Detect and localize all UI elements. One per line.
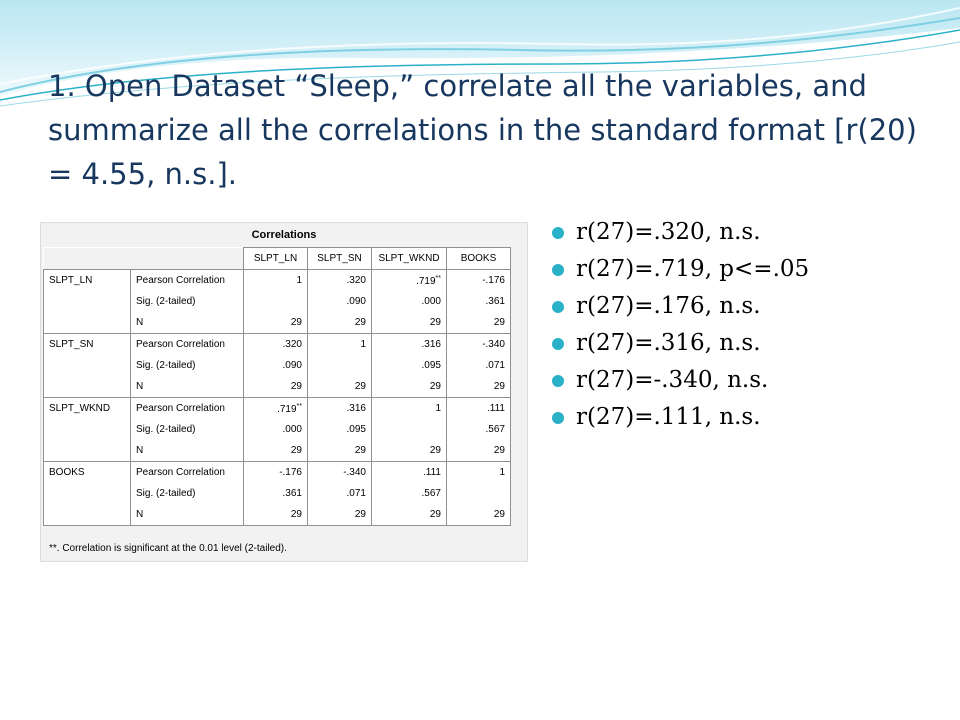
- table-cell: .111: [372, 462, 447, 484]
- table-cell: [308, 355, 372, 376]
- table-cell: .090: [308, 291, 372, 312]
- cell-value: .719: [277, 403, 297, 415]
- stat-label: Pearson Correlation: [131, 270, 244, 292]
- variable-label: [44, 312, 131, 334]
- variable-label: [44, 376, 131, 398]
- table-row: [44, 334, 511, 356]
- table-cell: 29: [447, 312, 511, 334]
- table-cell-significant: [244, 398, 308, 420]
- table-cell: 1: [447, 462, 511, 484]
- table-cell: 29: [447, 440, 511, 462]
- stat-label: Pearson Correlation: [131, 462, 244, 484]
- stat-label: Sig. (2-tailed): [131, 483, 244, 504]
- table-row: [44, 270, 511, 292]
- cell-value: .719: [416, 275, 436, 287]
- table-cell: .000: [244, 419, 308, 440]
- bullet-item: [552, 362, 809, 399]
- table-row: [44, 291, 511, 312]
- table-cell: .361: [447, 291, 511, 312]
- stat-label: N: [131, 504, 244, 526]
- bullet-text: r(27)=.111, n.s.: [576, 404, 761, 430]
- table-cell-significant: [372, 270, 447, 292]
- table-cell: 29: [308, 440, 372, 462]
- stat-label: Sig. (2-tailed): [131, 419, 244, 440]
- variable-label: [44, 483, 131, 504]
- bullet-dot-icon: [552, 227, 564, 239]
- stat-label: Sig. (2-tailed): [131, 355, 244, 376]
- column-header: SLPT_LN: [244, 248, 308, 270]
- variable-label: [44, 419, 131, 440]
- table-cell: 29: [372, 504, 447, 526]
- correlations-table-image: [40, 222, 528, 562]
- table-cell: -.340: [308, 462, 372, 484]
- table-cell: .071: [308, 483, 372, 504]
- table-row: [44, 483, 511, 504]
- table-cell: .567: [447, 419, 511, 440]
- table-cell: 29: [244, 504, 308, 526]
- table-cell: 29: [244, 376, 308, 398]
- variable-label: [44, 440, 131, 462]
- table-cell: 29: [244, 440, 308, 462]
- table-cell: 29: [447, 504, 511, 526]
- variable-label: SLPT_LN: [44, 270, 131, 292]
- table-header-row: [44, 248, 511, 270]
- variable-label: [44, 291, 131, 312]
- stat-label: Pearson Correlation: [131, 398, 244, 420]
- significance-marker: **: [296, 402, 302, 410]
- header-blank-cell: [44, 248, 244, 270]
- table-row: [44, 462, 511, 484]
- variable-label: [44, 504, 131, 526]
- table-cell: 29: [372, 312, 447, 334]
- table-cell: 1: [372, 398, 447, 420]
- table-cell: .095: [372, 355, 447, 376]
- table-cell: .000: [372, 291, 447, 312]
- column-header: BOOKS: [447, 248, 511, 270]
- bullet-text: r(27)=-.340, n.s.: [576, 367, 769, 393]
- bullet-dot-icon: [552, 412, 564, 424]
- table-cell: [372, 419, 447, 440]
- column-header: SLPT_WKND: [372, 248, 447, 270]
- table-cell: 29: [308, 376, 372, 398]
- stat-label: N: [131, 376, 244, 398]
- table-cell: -.176: [447, 270, 511, 292]
- table-row: [44, 419, 511, 440]
- table-cell: 29: [244, 312, 308, 334]
- table-cell: [244, 291, 308, 312]
- table-cell: 29: [308, 504, 372, 526]
- table-cell: 1: [308, 334, 372, 356]
- bullet-text: r(27)=.316, n.s.: [576, 330, 761, 356]
- table-cell: 29: [372, 440, 447, 462]
- bullet-dot-icon: [552, 338, 564, 350]
- table-cell: .071: [447, 355, 511, 376]
- table-cell: .095: [308, 419, 372, 440]
- slide-title: 1. Open Dataset “Sleep,” correlate all the variables, and summarize all the correlations in the standard format [r(20) = 4.55, n.s.].: [48, 69, 917, 191]
- bullet-dot-icon: [552, 264, 564, 276]
- bullet-dot-icon: [552, 301, 564, 313]
- variable-label: SLPT_SN: [44, 334, 131, 356]
- table-cell: .361: [244, 483, 308, 504]
- table-cell: .316: [308, 398, 372, 420]
- table-cell: -.340: [447, 334, 511, 356]
- table-cell: -.176: [244, 462, 308, 484]
- table-row: [44, 312, 511, 334]
- stat-label: N: [131, 312, 244, 334]
- bullet-text: r(27)=.320, n.s.: [576, 219, 761, 245]
- table-row: [44, 376, 511, 398]
- bullet-item: [552, 399, 809, 436]
- bullet-text: r(27)=.719, p<=.05: [576, 256, 810, 282]
- table-cell: 29: [372, 376, 447, 398]
- stat-label: Sig. (2-tailed): [131, 291, 244, 312]
- significance-marker: **: [435, 274, 441, 282]
- table-row: [44, 504, 511, 526]
- table-row: [44, 355, 511, 376]
- table-cell: .316: [372, 334, 447, 356]
- bullet-item: [552, 288, 809, 325]
- bullet-text: r(27)=.176, n.s.: [576, 293, 761, 319]
- table-footnote: **. Correlation is significant at the 0.01 level (2-tailed).: [49, 543, 287, 554]
- column-header: SLPT_SN: [308, 248, 372, 270]
- stat-label: N: [131, 440, 244, 462]
- table-cell: 29: [308, 312, 372, 334]
- table-cell: .567: [372, 483, 447, 504]
- table-cell: [447, 483, 511, 504]
- table-row: [44, 398, 511, 420]
- table-cell: .090: [244, 355, 308, 376]
- bullet-item: [552, 214, 809, 251]
- table-cell: .320: [308, 270, 372, 292]
- table-cell: .111: [447, 398, 511, 420]
- summary-bullet-list: [552, 214, 809, 436]
- correlations-table: [43, 247, 511, 526]
- table-cell: 29: [447, 376, 511, 398]
- variable-label: [44, 355, 131, 376]
- stat-label: Pearson Correlation: [131, 334, 244, 356]
- table-cell: 1: [244, 270, 308, 292]
- variable-label: BOOKS: [44, 462, 131, 484]
- table-title: Correlations: [251, 229, 317, 241]
- bullet-dot-icon: [552, 375, 564, 387]
- variable-label: SLPT_WKND: [44, 398, 131, 420]
- bullet-item: [552, 325, 809, 362]
- bullet-item: [552, 251, 809, 288]
- table-cell: .320: [244, 334, 308, 356]
- table-row: [44, 440, 511, 462]
